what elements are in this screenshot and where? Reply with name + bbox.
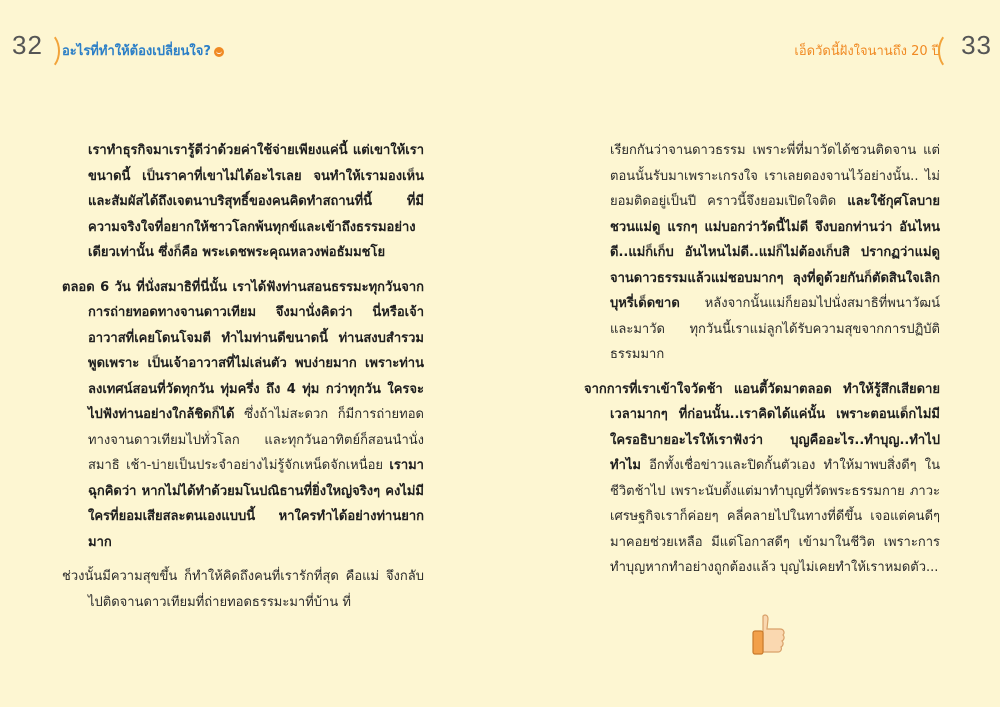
paragraph: [62, 564, 424, 615]
paragraph: [584, 138, 940, 368]
paragraph: [584, 377, 940, 581]
running-title-right: เอ็ดวัดนี้ฝังใจนานถึง 20 ปี: [794, 44, 940, 59]
text-segment: ช่วงนั้นมีความสุขขึ้น ก็ทำให้คิดถึงคนที่เรารักที่สุด คือแม่ จึงกลับไปติดจานดาวเทียมที่ถ่ายทอดธรรมะมาที่บ้าน ที่: [62, 569, 424, 610]
text-segment: ซึ่งถ้าไม่สะดวก ก็มีการถ่ายทอดทางจานดาวเทียมไปทั่วโลก และทุกวันอาทิตย์ก็สอนนำนั่งสมาธิ เช้า-บ่ายเป็นประจำอย่างไม่รู้จักเหน็ดจักเหนื่อย: [88, 407, 424, 473]
text-segment: อีกทั้งเชื่อข่าวและปิดกั้นตัวเอง ทำให้มาพบสิ่งดีๆ ในชีวิตช้าไป เพราะนับตั้งแต่มาทำบุญที่วัดพระธรรมกาย ภาวะเศรษฐกิจเราก็ค่อยๆ คลี่คลายไปในทางที่ดีขึ้น เจอแต่คนดีๆ มาคอยช่วยเหลือ มีแต่โอกาสดีๆ เข้ามาในชีวิต เพราะการทำบุญหากทำอย่างถูกต้องแล้ว บุญไม่เคยทำให้เราหมดตัว...: [610, 458, 940, 575]
page-number-left: 32: [12, 30, 43, 60]
text-segment: ตลอด 6 วัน ที่นั่งสมาธิที่นี่นั้น เราได้ฟังท่านสอนธรรมะทุกวันจากการถ่ายทอดทางจานดาวเทียม จึงมานั่งคิดว่า นี่หรือเจ้าอาวาสที่เคยโดนโจมตี ทำไมท่านดีขนาดนี้ ท่านสงบสำรวม พูดเพราะ เป็นเจ้าอาวาสที่ไม่เล่นตัว พบง่ายมาก เพราะท่านลงเทศน์สอนที่วัดทุกวัน ทุ่มครึ่ง ถึง 4 ทุ่ม กว่าทุกวัน ใครจะไปฟังท่านอย่างใกล้ชิดก็ได้: [62, 279, 424, 422]
smile-icon: [214, 47, 224, 57]
running-title-left: อะไรที่ทำให้ต้องเปลี่ยนใจ?: [62, 40, 224, 61]
text-segment: เราทำธุรกิจมาเรารู้ดีว่าด้วยค่าใช้จ่ายเพียงแค่นี้ แต่เขาให้เราขนาดนี้ เป็นราคาที่เขาไม่ได้อะไรเลย จนทำให้เรามองเห็นและสัมผัสได้ถึงเจตนาบริสุทธิ์ของคนคิดทำสถานที่นี้ ที่มีความจริงใจที่อยากให้ชาวโลกพ้นทุกข์และเข้าถึงธรรมอย่างเดียวเท่านั้น ซึ่งก็คือ พระเดชพระคุณหลวงพ่อธัมมชโย: [88, 143, 424, 260]
paragraph: [62, 138, 424, 266]
paragraph: [62, 275, 424, 556]
left-body-text: [62, 138, 424, 615]
text-segment: และใช้กุศโลบายชวนแม่ดู แรกๆ แม่บอกว่าวัดนี้ไม่ดี จึงบอกท่านว่า อันไหนดี..แม่ก็เก็บ อันไหนไม่ดี..แม่ก็ไม่ต้องเก็บสิ ปรากฏว่าแม่ดูจานดาวธรรมแล้วแม่ชอบมากๆ ลุงที่ดูด้วยกันก็ตัดสินใจเลิกบุหรี่เด็ดขาด: [610, 194, 940, 311]
text-segment: เรามาฉุกคิดว่า หากไม่ได้ทำด้วยมโนปณิธานที่ยิ่งใหญ่จริงๆ คงไม่มีใครที่ยอมเสียสละตนเองแบบนี้ หาใครทำได้อย่างท่านยากมาก: [88, 458, 424, 550]
page-number-right: 33: [961, 30, 992, 60]
text-segment: เรียกกันว่าจานดาวธรรม เพราะพี่ที่มาวัดได้ชวนติดจาน แต่ตอนนั้นรับมาเพราะเกรงใจ เราเลยดองจานไว้อย่างนั้น.. ไม่ยอมติดอยู่เป็นปี คราวนี้จึงยอมเปิดใจติด: [610, 143, 940, 209]
thumbs-up-icon: [749, 612, 789, 658]
page-number-arc: [34, 32, 60, 70]
text-segment: หลังจากนั้นแม่ก็ยอมไปนั่งสมาธิที่พนาวัฒน์และมาวัด ทุกวันนี้เราแม่ลูกได้รับความสุขจากการปฏิบัติธรรมมาก: [610, 296, 940, 362]
text-segment: จากการที่เราเข้าใจวัดช้า แอนตี้วัดมาตลอด ทำให้รู้สึกเสียดายเวลามากๆ ที่ก่อนนั้น..เราคิดได้แค่นั้น เพราะตอนเด็กไม่มีใครอธิบายอะไรให้เราฟังว่า บุญคืออะไร..ทำบุญ..ทำไปทำไม: [584, 381, 940, 473]
page-number-arc: [938, 32, 964, 70]
right-page: [500, 0, 1000, 707]
right-body-text: [584, 138, 940, 581]
